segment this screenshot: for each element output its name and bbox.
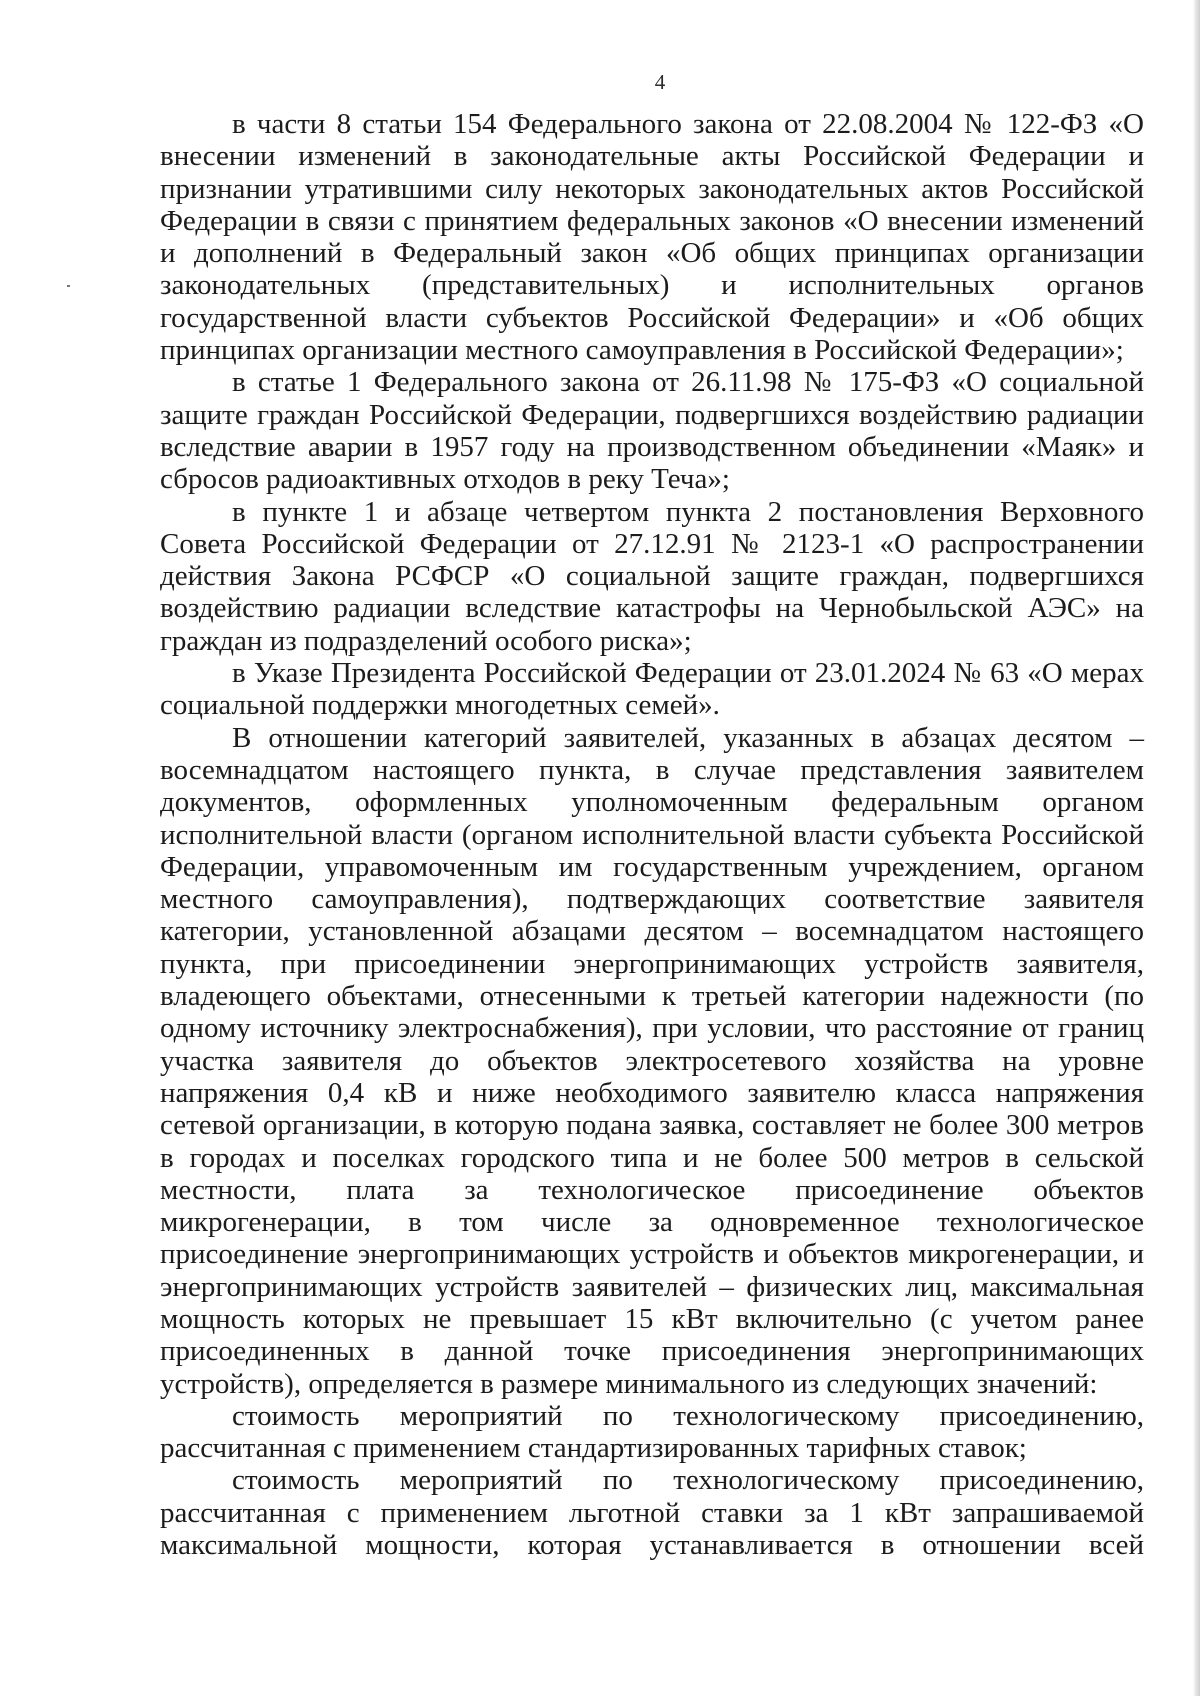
paragraph-preferential-rate: стоимость мероприятий по технологическому присоединению, рассчитанная с применением льготной ставки за 1 кВт запрашиваемой максимальной мощности, которая устанавливается в отношении всей xyxy=(160,1464,1144,1562)
paragraph-standard-rates: стоимость мероприятий по технологическому присоединению, рассчитанная с применением стандартизированных тарифных ставок; xyxy=(160,1399,1144,1465)
scan-edge-shadow xyxy=(1193,0,1200,1696)
paragraph-decree-63: в Указе Президента Российской Федерации от 23.01.2024 № 63 «О мерах социальной поддержки многодетных семей». xyxy=(160,657,1144,722)
page-number: 4 xyxy=(654,70,666,94)
paragraph-applicant-categories: В отношении категорий заявителей, указанных в абзацах десятом – восемнадцатом настоящего пункта, в случае представления заявителем документов, оформленных уполномоченным федеральным органом исполнительной власти (органом исполнительной власти субъекта Российской Федерации, управомоченным им государственным учреждением, органом местного самоуправления), подтверждающих соответствие заявителя категории, установленной абзацами десятом – восемнадцатом настоящего пункта, при присоединении энергопринимающих устройств заявителя, владеющего объектами, отнесенными к третьей категории надежности (по одному источнику электроснабжения), при условии, что расстояние от границ участка заявителя до объектов электросетевого хозяйства на уровне напряжения 0,4 кВ и ниже необходимого заявителю класса напряжения сетевой организации, в которую подана заявка, составляет не более 300 метров в городах и поселках городского типа и не более 500 метров в сельской местности, плата за технологическое присоединение объектов микрогенерации, в том числе за одновременное технологическое присоединение энергопринимающих устройств и объектов микрогенерации, и энергопринимающих устройств заявителей – физических лиц, максимальная мощность которых не превышает 15 кВт включительно (с учетом ранее присоединенных в данной точке присоединения энергопринимающих устройств), определяется в размере минимального из следующих значений: xyxy=(160,721,1144,1400)
document-body xyxy=(160,108,1144,1561)
scan-speck xyxy=(67,285,70,287)
paragraph-law-175-fz: в статье 1 Федерального закона от 26.11.98 № 175-ФЗ «О социальной защите граждан Российской Федерации, подвергшихся воздействию радиации вследствие аварии в 1957 году на производственном объединении «Маяк» и сбросов радиоактивных отходов в реку Теча»; xyxy=(160,366,1144,496)
paragraph-law-122-fz: в части 8 статьи 154 Федерального закона от 22.08.2004 № 122-ФЗ «О внесении изменений в законодательные акты Российской Федерации и признании утратившими силу некоторых законодательных актов Российской Федерации в связи с принятием федеральных законов «О внесении изменений и дополнений в Федеральный закон «Об общих принципах организации законодательных (представительных) и исполнительных органов государственной власти субъектов Российской Федерации» и «Об общих принципах организации местного самоуправления в Российской Федерации»; xyxy=(160,108,1144,367)
paragraph-resolution-2123-1: в пункте 1 и абзаце четвертом пункта 2 постановления Верховного Совета Российской Федерации от 27.12.91 № 2123-1 «О распространении действия Закона РСФСР «О социальной защите граждан, подвергшихся воздействию радиации вследствие катастрофы на Чернобыльской АЭС» на граждан из подразделений особого риска»; xyxy=(160,495,1144,657)
